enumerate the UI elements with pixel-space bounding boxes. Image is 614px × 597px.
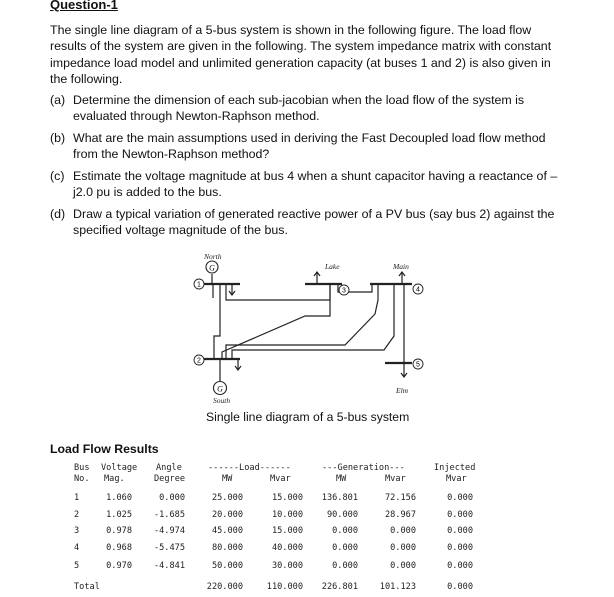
generator-2-label: G: [217, 384, 223, 394]
cell-bus: 2: [74, 510, 80, 520]
total-gen-mw: 226.801: [321, 582, 358, 592]
header-voltage: Voltage: [101, 463, 138, 473]
cell-bus: 4: [74, 543, 80, 553]
question-a-text: Determine the dimension of each sub-jacobian when the load flow of the system is evaluated through Newton-Raphson method.: [73, 93, 525, 124]
total-load-mw: 220.000: [206, 582, 243, 592]
cell-load-mw: 25.000: [211, 493, 243, 503]
total-injected: 0.000: [447, 582, 473, 592]
cell-gen-mvar: 0.000: [390, 543, 416, 553]
header-no: No.: [74, 474, 90, 484]
generator-1-label: G: [209, 263, 215, 273]
question-b-label: (b): [50, 131, 66, 145]
intro-paragraph: The single line diagram of a 5-bus system is shown in the following figure. The load flow results of the system are given in the following. The system impedance matrix with constant impedance load model and unlimited generation capacity (at buses 1 and 2) is also given in the following.: [50, 23, 552, 87]
header-load: ------Load------: [208, 463, 291, 473]
diagram-caption: Single line diagram of a 5-bus system: [206, 410, 410, 424]
bus-1-number: 1: [197, 281, 201, 289]
bus-4-number: 4: [416, 286, 420, 294]
bus-3-number: 3: [342, 287, 346, 295]
label-main: Main: [393, 262, 409, 271]
cell-load-mvar: 15.000: [271, 493, 303, 503]
label-north: North: [204, 252, 222, 261]
cell-load-mvar: 30.000: [271, 561, 303, 571]
question-title: Question-1: [50, 0, 118, 12]
line-2-4: [226, 284, 378, 359]
header-degree: Degree: [154, 474, 186, 484]
cell-voltage: 0.978: [106, 526, 132, 536]
header-generation: ---Generation---: [322, 463, 405, 473]
cell-injected: 0.000: [447, 510, 473, 520]
header-load-mvar: Mvar: [270, 474, 291, 484]
cell-injected: 0.000: [447, 543, 473, 553]
bus-2-number: 2: [197, 357, 201, 365]
cell-injected: 0.000: [447, 561, 473, 571]
header-injected: Injected: [434, 463, 476, 473]
cell-gen-mw: 0.000: [332, 543, 358, 553]
cell-angle: -4.841: [153, 561, 185, 571]
question-b-text: What are the main assumptions used in deriving the Fast Decoupled load flow method from the Newton-Raphson method?: [73, 131, 546, 162]
label-south: South: [213, 396, 231, 405]
line-2-5: [232, 284, 394, 359]
total-gen-mvar: 101.123: [379, 582, 416, 592]
cell-load-mw: 45.000: [211, 526, 243, 536]
cell-load-mvar: 10.000: [271, 510, 303, 520]
cell-gen-mw: 136.801: [321, 493, 358, 503]
cell-angle: -1.685: [153, 510, 185, 520]
cell-gen-mw: 0.000: [332, 561, 358, 571]
cell-load-mw: 20.000: [211, 510, 243, 520]
header-inj-mvar: Mvar: [446, 474, 467, 484]
cell-voltage: 0.970: [106, 561, 132, 571]
header-load-mw: MW: [222, 474, 233, 484]
cell-angle: -4.974: [153, 526, 185, 536]
cell-gen-mvar: 72.156: [384, 493, 416, 503]
cell-load-mw: 80.000: [211, 543, 243, 553]
cell-gen-mvar: 28.967: [384, 510, 416, 520]
question-d-label: (d): [50, 207, 66, 221]
cell-voltage: 1.025: [106, 510, 132, 520]
cell-voltage: 1.060: [106, 493, 132, 503]
cell-angle: -5.475: [153, 543, 185, 553]
cell-load-mvar: 40.000: [271, 543, 303, 553]
header-bus: Bus: [74, 463, 90, 473]
question-c-text: Estimate the voltage magnitude at bus 4 when a shunt capacitor having a reactance of –j2.0 pu is added to the bus.: [73, 169, 558, 200]
header-gen-mvar: Mvar: [385, 474, 406, 484]
line-1-2: [214, 284, 220, 359]
line-2-3: [222, 284, 330, 359]
label-elm: Elm: [396, 386, 409, 395]
cell-gen-mw: 0.000: [332, 526, 358, 536]
question-a-label: (a): [50, 93, 66, 107]
question-c-label: (c): [50, 169, 65, 183]
bus-5-number: 5: [416, 361, 420, 369]
load-flow-heading: Load Flow Results: [50, 442, 159, 456]
cell-bus: 1: [74, 493, 80, 503]
cell-bus: 5: [74, 561, 80, 571]
total-label: Total: [74, 582, 100, 592]
cell-gen-mvar: 0.000: [390, 526, 416, 536]
total-load-mvar: 110.000: [266, 582, 303, 592]
cell-gen-mw: 90.000: [326, 510, 358, 520]
cell-voltage: 0.968: [106, 543, 132, 553]
header-gen-mw: MW: [336, 474, 347, 484]
cell-load-mw: 50.000: [211, 561, 243, 571]
cell-injected: 0.000: [447, 493, 473, 503]
label-lake: Lake: [325, 262, 340, 271]
cell-angle: 0.000: [159, 493, 185, 503]
cell-gen-mvar: 0.000: [390, 561, 416, 571]
line-1-3: [226, 284, 330, 300]
cell-injected: 0.000: [447, 526, 473, 536]
question-d-text: Draw a typical variation of generated reactive power of a PV bus (say bus 2) against the specified voltage magnitude of the bus.: [73, 207, 555, 238]
cell-load-mvar: 15.000: [271, 526, 303, 536]
cell-bus: 3: [74, 526, 80, 536]
header-angle: Angle: [156, 463, 182, 473]
header-mag: Mag.: [104, 474, 125, 484]
